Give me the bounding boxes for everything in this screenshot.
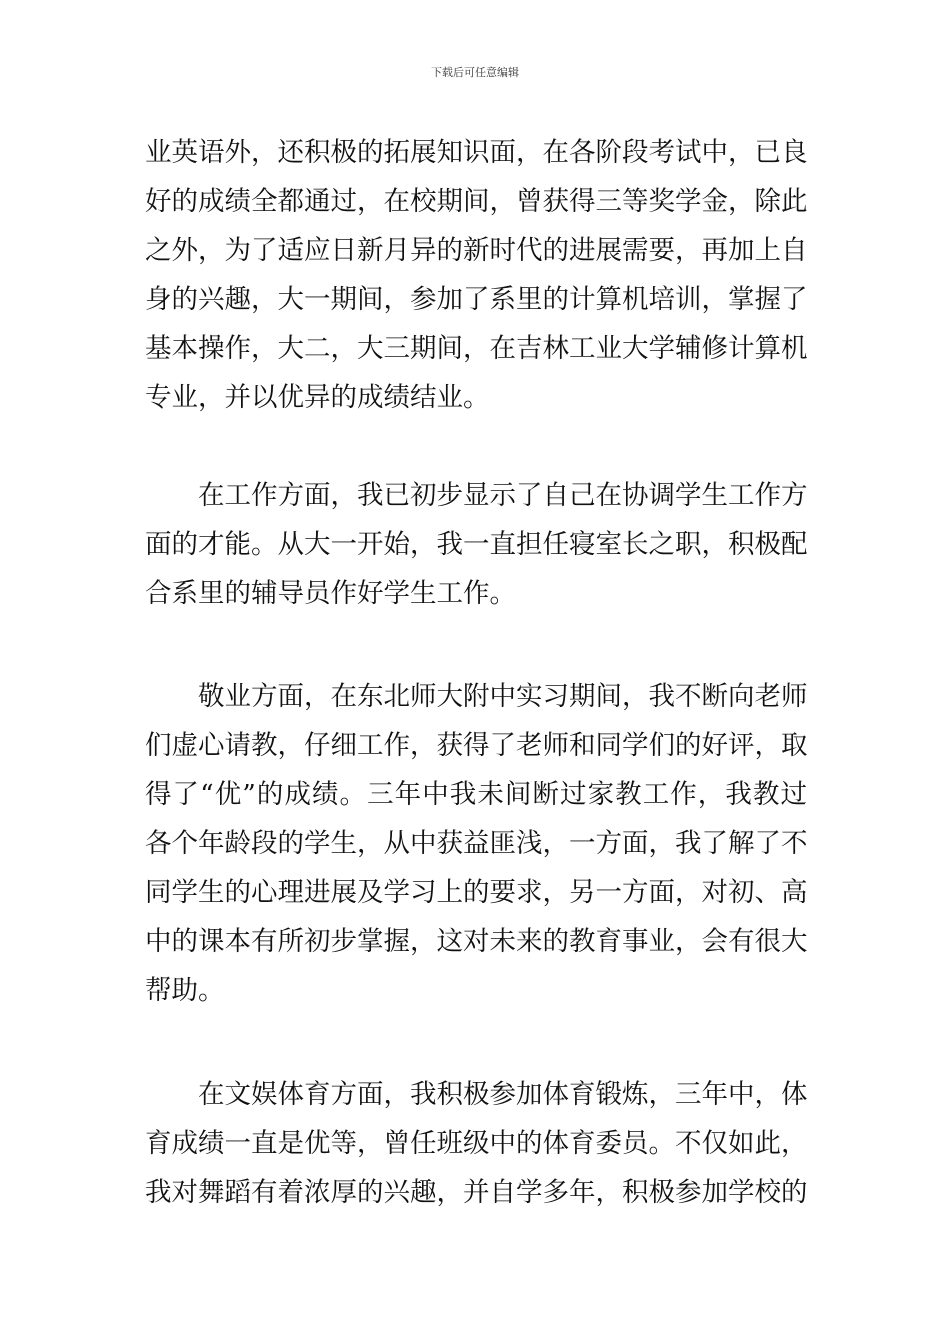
paragraph-1 — [145, 128, 807, 422]
paragraph-3 — [145, 672, 807, 1015]
text-line: 面的才能。从大一开始，我一直担任寝室长之职，积极配 — [145, 529, 808, 560]
text-line: 之外，为了适应日新月异的新时代的进展需要，再加上自 — [145, 235, 808, 266]
text-line: 专业，并以优异的成绩结业。 — [145, 382, 490, 413]
text-line: 在文娱体育方面，我积极参加体育锻炼，三年中，体 — [198, 1079, 808, 1110]
text-line: 业英语外，还积极的拓展知识面，在各阶段考试中，已良 — [145, 137, 808, 168]
text-line: 们虚心请教，仔细工作，获得了老师和同学们的好评，取 — [145, 730, 808, 761]
text-line: 基本操作，大二，大三期间，在吉林工业大学辅修计算机 — [145, 333, 808, 364]
text-line: 育成绩一直是优等，曾任班级中的体育委员。不仅如此， — [145, 1128, 808, 1159]
paragraph-2 — [145, 471, 807, 618]
paragraph-4 — [145, 1070, 807, 1217]
text-line: 我对舞蹈有着浓厚的兴趣，并自学多年，积极参加学校的 — [145, 1177, 808, 1208]
text-line: 得了“优”的成绩。三年中我未间断过家教工作，我教过 — [145, 779, 807, 810]
text-line: 各个年龄段的学生，从中获益匪浅，一方面，我了解了不 — [145, 828, 808, 859]
text-line: 敬业方面，在东北师大附中实习期间，我不断向老师 — [198, 681, 808, 712]
text-line: 中的课本有所初步掌握，这对未来的教育事业，会有很大 — [145, 926, 808, 957]
page-header-note: 下载后可任意编辑 — [431, 66, 519, 79]
text-line: 在工作方面，我已初步显示了自己在协调学生工作方 — [198, 480, 808, 511]
text-line: 合系里的辅导员作好学生工作。 — [145, 578, 516, 609]
text-line: 好的成绩全都通过，在校期间，曾获得三等奖学金，除此 — [145, 186, 808, 217]
text-line: 身的兴趣，大一期间，参加了系里的计算机培训，掌握了 — [145, 284, 808, 315]
text-line: 同学生的心理进展及学习上的要求，另一方面，对初、高 — [145, 877, 808, 908]
text-line: 帮助。 — [145, 975, 225, 1006]
